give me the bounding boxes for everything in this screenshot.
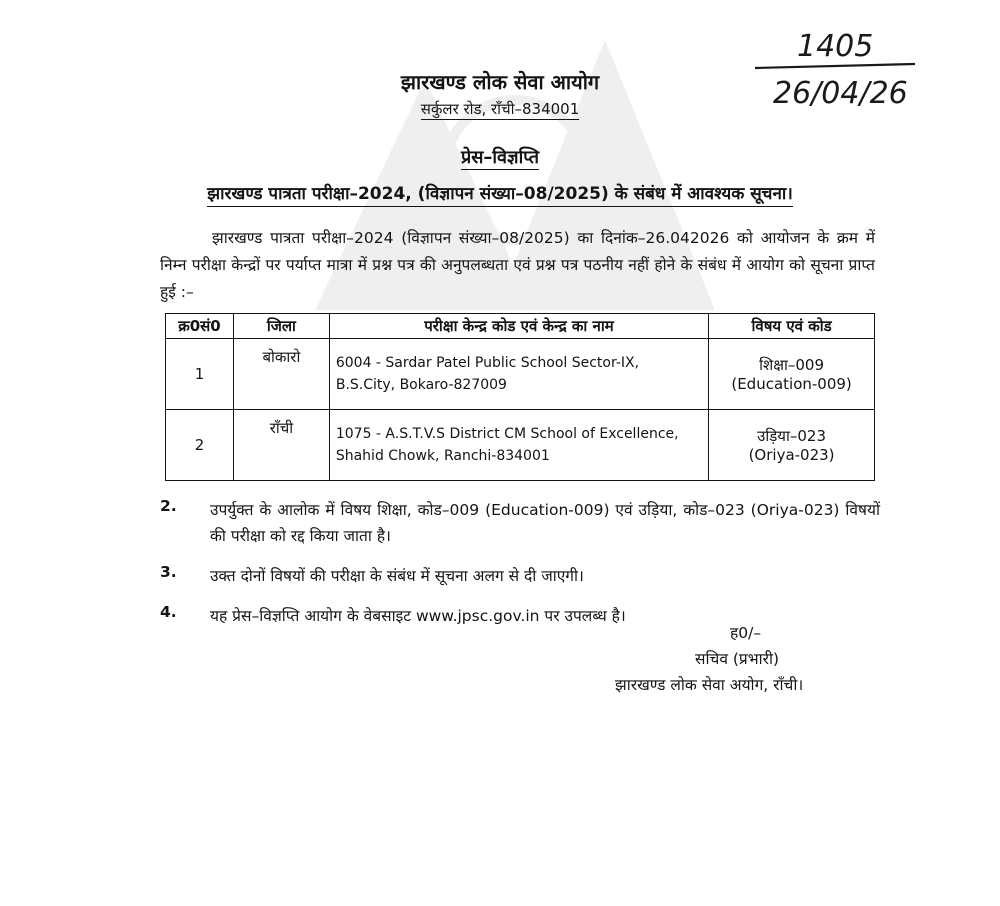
column-header-center: परीक्षा केन्द्र कोड एवं केन्द्र का नाम <box>329 314 708 339</box>
center-line-1: 1075 - A.S.T.V.S District CM School of Excellence, <box>335 426 679 442</box>
cell-sno: 2 <box>166 410 234 481</box>
organization-address: सर्कुलर रोड, राँची–834001 <box>420 100 580 118</box>
handwritten-number: 1405 <box>797 29 874 64</box>
table-row <box>166 410 875 481</box>
exam-centers-table <box>165 313 875 481</box>
table-row <box>166 339 875 410</box>
signed-mark: ह0/– <box>730 624 762 642</box>
signature-block <box>590 620 880 698</box>
cell-district: राँची <box>233 410 329 481</box>
list-item <box>160 563 880 589</box>
organization-name: झारखण्ड लोक सेवा आयोग <box>400 70 600 94</box>
subject-line-1: उड़िया–023 <box>757 427 826 445</box>
center-line-2: B.S.City, Bokaro-827009 <box>335 377 507 393</box>
point-number: 3. <box>160 563 177 581</box>
cell-sno: 1 <box>166 339 234 410</box>
column-header-subject: विषय एवं कोड <box>709 314 875 339</box>
column-header-district: जिला <box>233 314 329 339</box>
subject-line-2: (Oriya-023) <box>748 446 835 464</box>
handwritten-date: 26/04/26 <box>773 76 908 111</box>
cell-subject <box>709 339 875 410</box>
subject-line: झारखण्ड पात्रता परीक्षा–2024, (विज्ञापन संख्या–08/2025) के संबंध में आवश्यक सूचना। <box>0 181 1000 204</box>
cell-district: बोकारो <box>233 339 329 410</box>
intro-paragraph: झारखण्ड पात्रता परीक्षा–2024 (विज्ञापन संख्या–08/2025) का दिनांक–26.042026 को आयोजन के क्रम में निम्न परीक्षा केन्द्रों पर पर्याप्त मात्रा में प्रश्न पत्र की अनुपलब्धता एवं प्रश्न पत्र पठनीय नहीं होने के संबंध में आयोग को सूचना प्राप्त हुई :– <box>160 229 875 301</box>
point-text: यह प्रेस–विज्ञप्ति आयोग के वेबसाइट www.jpsc.gov.in पर उपलब्ध है। <box>210 607 626 625</box>
center-line-1: 6004 - Sardar Patel Public School Sector-IX, <box>335 355 640 371</box>
column-header-sno: क्र0सं0 <box>166 314 234 339</box>
subject-line-2: (Education-009) <box>731 375 852 393</box>
document-type-heading: प्रेस–विज्ञप्ति <box>460 147 540 168</box>
list-item <box>160 497 880 549</box>
table-header-row <box>166 314 875 339</box>
point-text: उपर्युक्त के आलोक में विषय शिक्षा, कोड–009 (Education-009) एवं उड़िया, कोड–023 (Oriya-023) विषयों की परीक्षा को रद्द किया जाता है। <box>210 501 880 545</box>
point-text: उक्त दोनों विषयों की परीक्षा के संबंध में सूचना अलग से दी जाएगी। <box>210 567 584 585</box>
point-number: 2. <box>160 497 177 515</box>
signatory-designation: सचिव (प्रभारी) <box>695 650 780 668</box>
signatory-office: झारखण्ड लोक सेवा अयोग, राँची। <box>615 676 804 694</box>
point-number: 4. <box>160 603 177 621</box>
subject-line-1: शिक्षा–009 <box>759 356 824 374</box>
center-line-2: Shahid Chowk, Ranchi-834001 <box>335 448 550 464</box>
cell-center <box>329 339 708 410</box>
cell-subject <box>709 410 875 481</box>
cell-center <box>329 410 708 481</box>
